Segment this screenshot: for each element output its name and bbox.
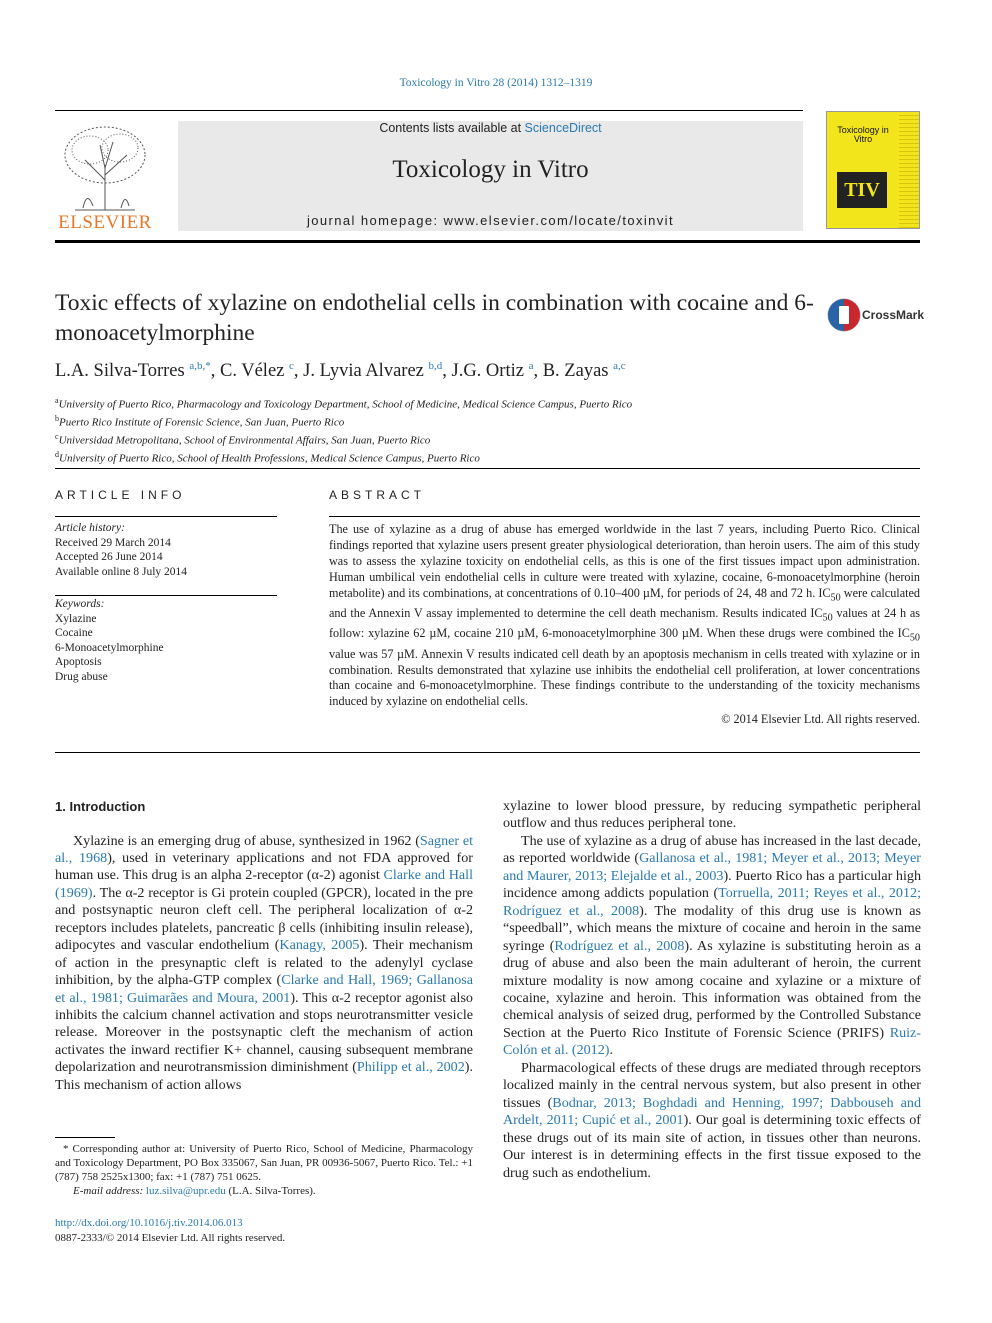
author-affiliation-marker[interactable]: a,c	[613, 360, 626, 372]
paragraph-text: Xylazine is an emerging drug of abuse, synthesized in 1962 (	[73, 832, 420, 849]
intro-paragraph-3	[503, 1060, 921, 1182]
affiliation	[55, 430, 920, 448]
abstract-part: values at 24 h as follow: xylazine 62 µM, cocaine 210 µM, 6-monoacetylmorphine 300 µM. When these drugs were combined the IC	[329, 605, 920, 641]
citation-link[interactable]: Clarke and Hall, 1969; Gallanosa et al., 1981; Guimarães and Moura, 2001	[55, 972, 473, 1006]
journal-cover-image[interactable]	[826, 111, 920, 229]
author-name[interactable]: L.A. Silva-Torres	[55, 361, 185, 382]
citation-link[interactable]: Bodnar, 2013; Boghdadi and Henning, 1997; Dabbouseh and Ardelt, 2011; Cupić et al., 2001	[503, 1094, 921, 1129]
journal-homepage[interactable]: journal homepage: www.elsevier.com/locate/toxinvit	[307, 213, 674, 228]
citation-link[interactable]: Gallanosa et al., 1981; Meyer et al., 2013; Meyer and Maurer, 2013; Elejalde et al., 2003	[503, 850, 921, 884]
abstract-part: value was 57 µM. Annexin V results indicated cell death by an apoptosis mechanism in cells treated with xylazine or in combination. Results demonstrated that xylazine use inhibits the endothelial cell proliferation, at lower concentrations than cocaine and 6-monoacetylmorphine. These findings contribute to the understanding of the toxicity mechanisms induced by xylazine on endothelial cells.	[329, 646, 920, 709]
keywords-label: Keywords:	[55, 598, 105, 610]
issn-line: 0887-2333/© 2014 Elsevier Ltd. All rights reserved.	[55, 1231, 286, 1244]
corresponding-author: * Corresponding author at: University of Puerto Rico, School of Medicine, Pharmacology and Toxicology Department, PO Box 335067, San Juan, PR 00936-5067, Puerto Rico. Tel.: +1 (787) 758 2525x1300; fax: +1 (787) 751 0625.	[55, 1143, 473, 1183]
author-affiliation-marker[interactable]: b,d	[428, 360, 443, 372]
citation-link[interactable]: Philipp et al., 2002	[356, 1059, 465, 1076]
affiliations-rule	[55, 468, 920, 469]
paragraph-text: ). Our goal is determining toxic effects of these drugs out of its main site of action, in tissues other than neurons. Our interest is in determining effects in the first tissue exposed to the drug such as endothelium.	[503, 1112, 922, 1181]
affiliation-text: Universidad Metropolitana, School of Environmental Affairs, San Juan, Puerto Rico	[58, 434, 431, 447]
abstract-rule	[329, 516, 920, 517]
paragraph-text: ). As xylazine is substituting heroin as a drug of abuse and also been the main adulterant of heroin, the current mixture modality is now among cocaine and xylazine or a mixture of cocaine, xylazine and heroin. This information was obtained from the chemical analysis of seized drug, performed by the Controlled Substance Section at the Puerto Rico Institute of Forensic Science (PRIFS)	[503, 937, 921, 1041]
author-name[interactable]: B. Zayas	[542, 361, 609, 382]
article-info-rule	[55, 516, 277, 517]
paragraph-text: ). This mechanism of action allows	[55, 1059, 473, 1093]
contents-prefix: Contents lists available at	[379, 121, 525, 135]
article-title: Toxic effects of xylazine on endothelial cells in combination with cocaine and 6-monoacetylmorphine	[55, 290, 814, 346]
author-list: L.A. Silva-Torres $^{a,b,*}$, C. Vélez $^c$, J. Lyvia Alvarez $^{b,d}$, J.G. Ortiz $^a$, B. Zayas $^{a,c}$	[55, 360, 626, 382]
paragraph-text: . The α-2 receptor is Gi protein coupled (GPCR), located in the pre and postsynaptic neuron cleft cell. The peripheral localization of α-2 receptors includes platelets, pancreatic β cells (inhibiting insulin release), adipocytes and vascular endothelium (	[55, 884, 473, 954]
abstract-part: The use of xylazine as a drug of abuse has emerged worldwide in the last 7 years, including Puerto Rico. Clinical findings reported that xylazine users present greater physiological deterioration, than heroin users. The aim of this study was to assess the xylazine toxicity on endothelial cells, as this is one of the first tissues impact upon administration. Human umbilical vein endothelial cells in culture were treated with xylazine, cocaine, 6-monoacetylmorphine (heroin metabolite) and its combinations, at concentrations of 0.10–400 µM, for periods of 24, 48 and 72 h. IC	[329, 522, 920, 600]
contents-line	[178, 121, 803, 135]
footnote-rule	[55, 1137, 115, 1138]
article-info-heading: ARTICLE INFO	[55, 488, 186, 502]
paragraph-text: ). The modality of this drug use is known as “speedball”, which means the mixture of cocaine and heroin in the same syringe (	[503, 902, 922, 954]
elsevier-wordmark: ELSEVIER	[58, 212, 152, 233]
abstract-part: were calculated and the Annexin V assay implemented to determine the cell death mechanism. Results indicated IC	[329, 585, 920, 620]
citation-link[interactable]: Ruiz-Colón et al. (2012)	[503, 1024, 921, 1059]
keyword: Cocaine	[55, 627, 93, 639]
citation-link[interactable]: Clarke and Hall (1969)	[55, 867, 473, 901]
journal-title: Toxicology in Vitro	[392, 156, 589, 183]
affiliation-text: University of Puerto Rico, Pharmacology and Toxicology Department, School of Medicine, Medical Science Campus, Puerto Rico	[58, 398, 633, 411]
sciencedirect-link[interactable]: ScienceDirect	[524, 121, 602, 135]
body-column-left	[55, 798, 473, 1094]
history-label: Article history:	[55, 522, 125, 534]
author-name[interactable]: C. Vélez	[219, 361, 285, 382]
paragraph-text: ). Puerto Rico has a particular high incidence among addicts population (	[503, 867, 921, 902]
keyword: 6-Monoacetylmorphine	[55, 641, 164, 654]
affiliation-text: University of Puerto Rico, School of Health Professions, Medical Science Campus, Puerto Rico	[59, 453, 480, 466]
intro-paragraph-1-continued	[503, 798, 921, 833]
crossmark-icon	[826, 297, 862, 333]
accepted-date: Accepted 26 June 2014	[55, 551, 163, 563]
keyword: Drug abuse	[55, 670, 108, 683]
citation-link[interactable]: Torruella, 2011; Reyes et al., 2012; Rodríguez et al., 2008	[503, 885, 921, 919]
email-label: E-mail address:	[73, 1185, 144, 1197]
affiliation-marker: c	[55, 432, 59, 442]
cover-title: Toxicology in Vitro	[837, 125, 889, 144]
doi-link[interactable]: http://dx.doi.org/10.1016/j.tiv.2014.06.013	[55, 1217, 243, 1229]
abstract-copyright: © 2014 Elsevier Ltd. All rights reserved.	[721, 712, 920, 726]
affiliation-text: Puerto Rico Institute of Forensic Science, San Juan, Puerto Rico	[59, 416, 345, 429]
body-column-right	[503, 798, 921, 1182]
paragraph-text: Pharmacological effects of these drugs are mediated through receptors localized mainly in the central nervous system, but also present in other tissues (	[503, 1059, 921, 1111]
author-email-link[interactable]: luz.silva@upr.edu	[145, 1185, 226, 1197]
email-line	[55, 1184, 473, 1198]
online-date: Available online 8 July 2014	[55, 565, 188, 578]
affiliations	[55, 394, 920, 467]
citation-link[interactable]: Rodríguez et al., 2008	[554, 937, 685, 954]
affiliation	[55, 412, 920, 430]
cover-abbrev: TIV	[837, 172, 887, 208]
affiliation-marker: d	[55, 450, 59, 460]
journal-citation[interactable]: Toxicology in Vitro 28 (2014) 1312–1319	[399, 77, 593, 89]
intro-paragraph-1	[55, 833, 473, 1095]
introduction-heading: 1. Introduction	[55, 799, 146, 814]
received-date: Received 29 March 2014	[55, 536, 171, 549]
email-suffix: (L.A. Silva-Torres).	[225, 1185, 316, 1197]
doi-block	[55, 1216, 285, 1245]
keywords-block	[55, 597, 277, 684]
keyword: Xylazine	[55, 612, 97, 625]
author-name[interactable]: J.G. Ortiz	[451, 361, 524, 382]
affiliation	[55, 394, 920, 412]
crossmark-label[interactable]: CrossMark	[862, 308, 925, 322]
cover-stripes	[899, 112, 919, 228]
author-affiliation-marker[interactable]: a,b,*	[189, 360, 211, 372]
paragraph-text: xylazine to lower blood pressure, by reducing sympathetic peripheral outflow and thus reduces peripheral tone.	[503, 798, 921, 832]
affiliation	[55, 448, 920, 466]
affiliation-marker: a	[55, 396, 59, 405]
subscript: 50	[909, 632, 920, 644]
paragraph-text: ). This α-2 receptor agonist also inhibits the calcium channel activation and stops neurotransmitter vesicle release. Moreover in the postsynaptic cleft the mechanism of action activates the inward rectifier K+ channel, causing subsequent membrane depolarization and neurotransmission diminishment (	[55, 989, 473, 1076]
header-bottom-rule	[55, 240, 920, 243]
intro-paragraph-2	[503, 833, 921, 1060]
author-name[interactable]: J. Lyvia Alvarez	[303, 361, 424, 382]
subscript: 50	[822, 612, 833, 624]
header-top-rule	[55, 110, 803, 111]
paragraph-text: ). Their mechanism of action in the presynaptic cleft is related to the adenylyl cyclase inhibition, by the alpha-GTP complex (	[55, 937, 473, 989]
keyword: Apoptosis	[55, 656, 102, 668]
paragraph-text: The use of xylazine as a drug of abuse has increased in the last decade, as reported worldwide (	[503, 832, 921, 867]
corresponding-author-footnote	[55, 1142, 473, 1198]
author-affiliation-marker[interactable]: c	[289, 360, 294, 372]
citation-link[interactable]: Sagner et al., 1968	[55, 832, 473, 866]
paragraph-text: .	[609, 1042, 613, 1059]
citation-link[interactable]: Kanagy, 2005	[279, 937, 360, 954]
keywords-rule	[55, 595, 277, 596]
affiliation-marker: b	[55, 414, 59, 424]
abstract-text	[329, 522, 920, 710]
abstract-bottom-rule	[55, 752, 920, 753]
author-affiliation-marker[interactable]: a	[528, 360, 534, 372]
abstract-heading: ABSTRACT	[329, 488, 426, 502]
article-history	[55, 521, 277, 579]
subscript: 50	[830, 592, 841, 604]
paragraph-text: ), used in veterinary applications and not FDA approved for human use. This drug is an alpha 2-receptor (α-2) agonist	[55, 849, 473, 884]
